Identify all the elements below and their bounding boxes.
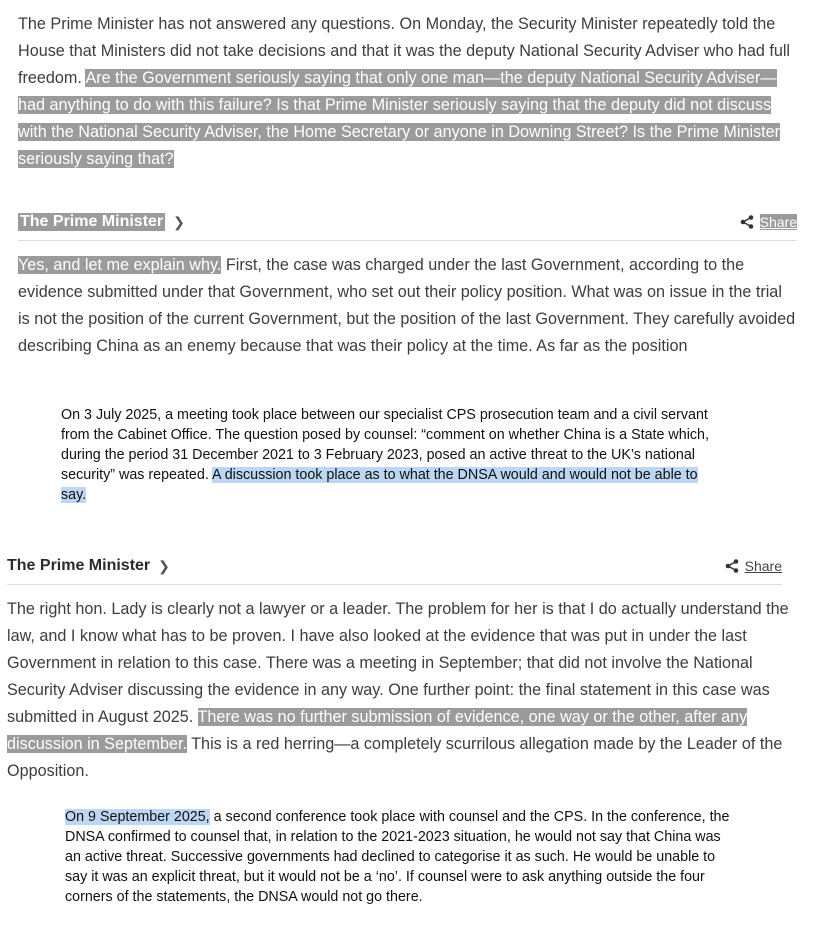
share-label: Share	[759, 214, 797, 230]
speaker-name: The Prime Minister	[20, 213, 164, 230]
share-icon	[740, 215, 754, 229]
contribution-highlight: Yes, and let me explain why.	[18, 256, 222, 274]
evidence-excerpt	[61, 405, 726, 505]
contribution-text	[18, 11, 796, 173]
contribution-plain: The right hon. Lady is clearly not a lawyer or a leader. The problem for her is that I do actually understand the law, and I know what has to be proven. I have also looked at the evidence that was put in under the last Government in relation to this case. There was a meeting in September; that did not involve the National Security Adviser discussing the evidence in any way. One further point: the final statement in this case was submitted in August 2025.	[7, 600, 789, 726]
excerpt-plain: a second conference took place with counsel and the CPS. In the conference, the DNSA confirmed to counsel that, in relation to the 2021-2023 situation, he would not say that China was an active threat. Successive governments had declined to categorise it as such. He would be unable to say it was an explicit threat, but it would not be a ‘no’. If counsel were to ask anything outside the four corners of the statements, the DNSA would not go there.	[65, 809, 730, 905]
share-label: Share	[744, 558, 782, 574]
excerpt-plain: On 3 July 2025, a meeting took place between our specialist CPS prosecution team and a civil servant from the Cabinet Office. The question posed by counsel: “comment on whether China is a State which, during the period 31 December 2021 to 3 February 2023, posed an active threat to the UK’s national security” was repeated.	[61, 407, 709, 483]
contribution-plain: The Prime Minister has not answered any questions. On Monday, the Security Minister repeatedly told the House that Ministers did not take decisions and that it was the deputy National Security Adviser who had full freedom.	[18, 15, 791, 87]
speaker-name: The Prime Minister	[7, 557, 151, 574]
contribution-highlight: There was no further submission of evidence, one way or the other, after any discussion in September.	[7, 708, 748, 753]
speaker-header	[7, 548, 782, 585]
speaker-link[interactable]	[7, 557, 170, 575]
share-button[interactable]	[740, 214, 797, 230]
excerpt-highlight: On 9 September 2025,	[65, 809, 210, 825]
excerpt-highlight: A discussion took place as to what the DNSA would and would not be able to say.	[61, 467, 698, 503]
contribution-text	[7, 596, 792, 785]
chevron-right-icon: ❯	[173, 213, 185, 230]
share-button[interactable]	[725, 558, 782, 574]
share-icon	[725, 559, 739, 573]
contribution-highlight: Are the Government seriously saying that only one man—the deputy National Security Adviser—had anything to do with this failure? Is that Prime Minister seriously saying that the deputy did not discuss with the National Security Adviser, the Home Secretary or anyone in Downing Street? Is the Prime Minister seriously saying that?	[18, 69, 781, 168]
chevron-right-icon: ❯	[158, 557, 170, 574]
evidence-excerpt	[65, 807, 730, 907]
contribution-plain: First, the case was charged under the last Government, according to the evidence submitted under that Government, who set out their policy position. What was on issue in the trial is not the position of the current Government, but the position of the last Government. They carefully avoided describing China as an enemy because that was their policy at the time. As far as the position	[18, 256, 796, 355]
contribution-plain-after: This is a red herring—a completely scurrilous allegation made by the Leader of the Opposition.	[7, 735, 783, 780]
speaker-link[interactable]	[18, 213, 185, 231]
contribution-text	[18, 252, 796, 360]
speaker-header	[18, 204, 797, 241]
